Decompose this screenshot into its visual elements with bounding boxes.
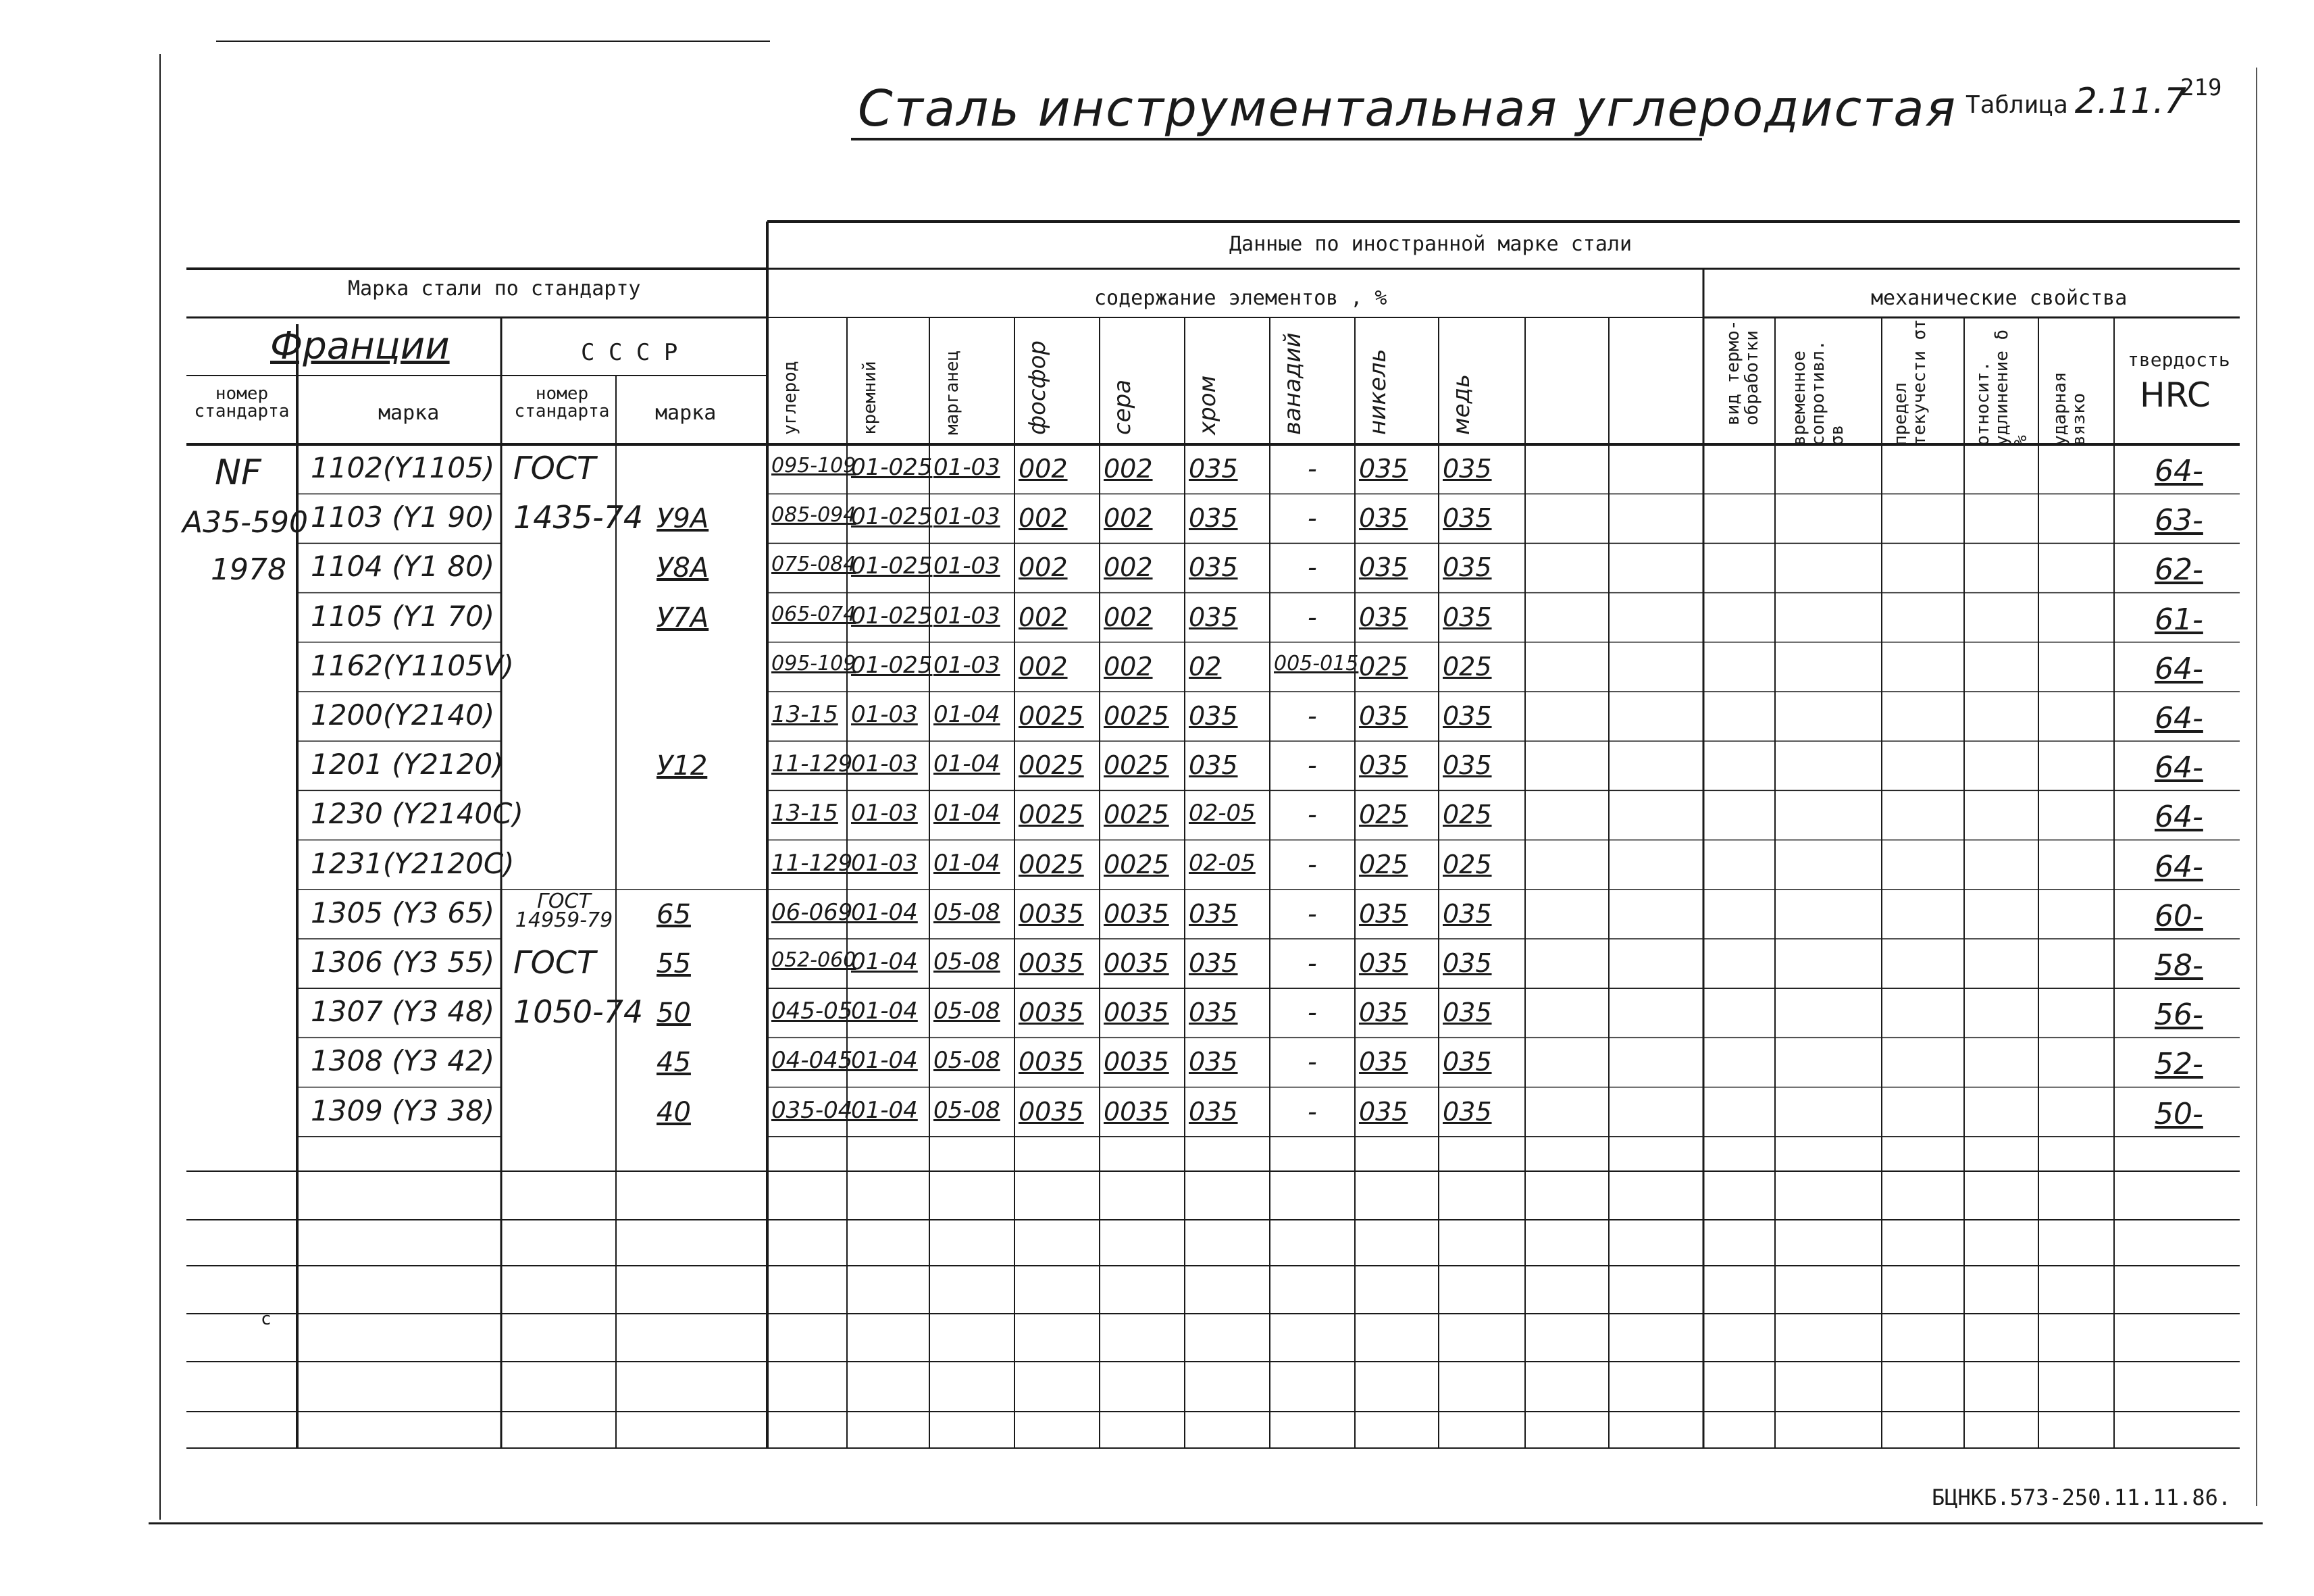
cell-carbon: 035-04 (771, 1096, 853, 1124)
cell-france-grade: 1201 (Y2120) (311, 748, 504, 781)
cell-nickel: 035 (1359, 898, 1408, 929)
cell-sulfur: 0025 (1104, 849, 1169, 879)
cell-phosphorus: 002 (1019, 651, 1068, 681)
cell-hardness: 64- (2155, 849, 2203, 884)
cell-ussr-grade: У7А (657, 602, 709, 634)
cell-france-grade: 1102(Y1105) (311, 451, 495, 484)
header-element-content: содержание элементов , % (1094, 286, 1387, 310)
element-header: углерод (780, 361, 800, 435)
cell-sulfur: 002 (1104, 454, 1153, 484)
stray-mark: c (261, 1309, 272, 1329)
ussr-standard: ГОСТ (513, 450, 596, 486)
cell-carbon: 045-05 (771, 998, 853, 1025)
cell-manganese: 01-03 (933, 651, 1000, 679)
cell-silicon: 01-025 (851, 503, 933, 531)
cell-ussr-grade: 40 (657, 1096, 691, 1128)
cell-carbon: 13-15 (771, 701, 838, 728)
cell-chromium: 035 (1189, 1047, 1238, 1077)
cell-hardness: 63- (2155, 503, 2203, 538)
cell-silicon: 01-03 (851, 849, 918, 877)
header-ussr-std-number: номер стандарта (514, 384, 610, 421)
cell-nickel: 035 (1359, 454, 1408, 484)
cell-copper: 035 (1443, 948, 1492, 978)
cell-phosphorus: 002 (1019, 503, 1068, 534)
cell-sulfur: 002 (1104, 651, 1153, 681)
cell-chromium: 035 (1189, 948, 1238, 978)
cell-france-grade: 1103 (Y1 90) (311, 500, 495, 534)
cell-silicon: 01-04 (851, 898, 918, 926)
cell-silicon: 01-025 (851, 651, 933, 679)
cell-silicon: 01-03 (851, 800, 918, 827)
cell-phosphorus: 0035 (1019, 998, 1084, 1028)
cell-manganese: 01-03 (933, 454, 1000, 481)
cell-manganese: 05-08 (933, 1096, 1000, 1124)
cell-silicon: 01-025 (851, 454, 933, 481)
cell-silicon: 01-04 (851, 948, 918, 975)
cell-copper: 035 (1443, 1047, 1492, 1077)
cell-nickel: 035 (1359, 552, 1408, 583)
cell-france-grade: 1305 (Y3 65) (311, 896, 495, 929)
cell-silicon: 01-04 (851, 1047, 918, 1075)
cell-copper: 025 (1443, 800, 1492, 830)
cell-chromium: 035 (1189, 602, 1238, 632)
cell-chromium: 02 (1189, 651, 1222, 681)
cell-manganese: 01-03 (933, 503, 1000, 531)
cell-nickel: 025 (1359, 800, 1408, 830)
cell-france-grade: 1231(Y2120C) (311, 846, 515, 880)
cell-phosphorus: 0025 (1019, 849, 1084, 879)
cell-carbon: 065-074 (771, 602, 856, 626)
cell-nickel: 025 (1359, 651, 1408, 681)
ussr-standard: ГОСТ (513, 944, 596, 981)
cell-sulfur: 0035 (1104, 1047, 1169, 1077)
cell-phosphorus: 0025 (1019, 701, 1084, 731)
header-france: Франции (270, 324, 450, 368)
cell-silicon: 01-025 (851, 552, 933, 580)
cell-sulfur: 0035 (1104, 998, 1169, 1028)
header-steel-grade: Марка стали по стандарту (348, 277, 641, 301)
cell-copper: 025 (1443, 651, 1492, 681)
cell-vanadium: - (1308, 602, 1317, 632)
cell-hardness: 64- (2155, 701, 2203, 736)
cell-sulfur: 002 (1104, 552, 1153, 583)
cell-vanadium: - (1308, 849, 1317, 879)
header-hardness: твердость (2128, 349, 2230, 371)
cell-manganese: 01-04 (933, 849, 1000, 877)
cell-hardness: 64- (2155, 454, 2203, 488)
header-foreign-data: Данные по иностранной марке стали (1229, 232, 1632, 256)
header-tensile: временное сопротивл. σв (1789, 340, 1847, 446)
cell-carbon: 11-129 (771, 849, 853, 877)
cell-manganese: 01-04 (933, 800, 1000, 827)
cell-nickel: 035 (1359, 998, 1408, 1028)
cell-carbon: 095-109 (771, 651, 856, 675)
table-label: Таблица (1965, 91, 2068, 119)
cell-copper: 035 (1443, 998, 1492, 1028)
cell-sulfur: 0035 (1104, 948, 1169, 978)
page-number: 219 (2180, 74, 2222, 101)
cell-sulfur: 0035 (1104, 898, 1169, 929)
cell-copper: 035 (1443, 1096, 1492, 1127)
cell-hardness: 58- (2155, 948, 2203, 983)
cell-ussr-grade: 45 (657, 1047, 691, 1079)
cell-phosphorus: 002 (1019, 552, 1068, 583)
cell-ussr-grade: У9А (657, 503, 709, 535)
cell-copper: 035 (1443, 503, 1492, 534)
france-standard-3: 1978 (211, 552, 286, 587)
cell-chromium: 035 (1189, 503, 1238, 534)
header-heat-treatment: вид термо- обработки (1723, 319, 1762, 426)
cell-carbon: 11-129 (771, 750, 853, 778)
cell-chromium: 035 (1189, 1096, 1238, 1127)
cell-france-grade: 1200(Y2140) (311, 698, 495, 731)
cell-chromium: 035 (1189, 701, 1238, 731)
footer-code: БЦНКБ.573-250.11.11.86. (1932, 1485, 2232, 1510)
page-title: Сталь инструментальная углеродистая (858, 80, 1957, 138)
cell-chromium: 035 (1189, 750, 1238, 781)
cell-vanadium: - (1308, 750, 1317, 781)
cell-ussr-grade: 50 (657, 998, 691, 1029)
cell-copper: 035 (1443, 552, 1492, 583)
cell-chromium: 035 (1189, 454, 1238, 484)
cell-sulfur: 0025 (1104, 701, 1169, 731)
cell-manganese: 05-08 (933, 1047, 1000, 1075)
cell-nickel: 035 (1359, 948, 1408, 978)
france-standard-2: A35-590 (182, 505, 308, 540)
cell-nickel: 035 (1359, 1096, 1408, 1127)
cell-ussr-grade: У12 (657, 750, 708, 782)
element-header: фосфор (1024, 340, 1051, 435)
cell-vanadium: - (1308, 898, 1317, 929)
cell-phosphorus: 0035 (1019, 948, 1084, 978)
header-impact: ударная вязко (2050, 371, 2089, 446)
cell-manganese: 01-03 (933, 552, 1000, 580)
cell-copper: 035 (1443, 454, 1492, 484)
cell-hardness: 52- (2155, 1047, 2203, 1082)
ussr-standard: 1050-74 (513, 994, 644, 1031)
element-header: ванадий (1279, 332, 1306, 435)
cell-ussr-grade: 65 (657, 898, 691, 930)
cell-france-grade: 1307 (Y3 48) (311, 995, 495, 1029)
ussr-standard: 1435-74 (513, 499, 644, 536)
cell-france-grade: 1104 (Y1 80) (311, 550, 495, 584)
element-header: хром (1194, 375, 1221, 435)
cell-france-grade: 1306 (Y3 55) (311, 946, 495, 979)
element-header: никель (1364, 349, 1391, 435)
cell-manganese: 01-04 (933, 701, 1000, 728)
cell-hardness: 60- (2155, 898, 2203, 933)
header-ussr-grade: марка (655, 401, 717, 425)
cell-phosphorus: 002 (1019, 602, 1068, 632)
cell-chromium: 035 (1189, 898, 1238, 929)
cell-sulfur: 0035 (1104, 1096, 1169, 1127)
cell-hardness: 64- (2155, 800, 2203, 835)
cell-ussr-grade: 55 (657, 948, 691, 979)
table-number-value: 2.11.7 (2074, 81, 2187, 122)
header-mechanical: механические свойства (1871, 286, 2128, 310)
cell-manganese: 05-08 (933, 948, 1000, 975)
cell-sulfur: 002 (1104, 503, 1153, 534)
cell-vanadium: - (1308, 1047, 1317, 1077)
element-header: кремний (860, 361, 880, 435)
cell-vanadium: - (1308, 800, 1317, 830)
cell-manganese: 01-03 (933, 602, 1000, 629)
cell-manganese: 01-04 (933, 750, 1000, 778)
cell-carbon: 04-045 (771, 1047, 853, 1075)
header-hardness-unit: HRC (2140, 376, 2211, 415)
cell-chromium: 02-05 (1189, 849, 1256, 877)
cell-chromium: 035 (1189, 998, 1238, 1028)
cell-carbon: 085-094 (771, 503, 856, 527)
cell-nickel: 035 (1359, 701, 1408, 731)
cell-hardness: 50- (2155, 1096, 2203, 1131)
cell-hardness: 64- (2155, 651, 2203, 686)
cell-copper: 025 (1443, 849, 1492, 879)
cell-nickel: 035 (1359, 503, 1408, 534)
cell-copper: 035 (1443, 701, 1492, 731)
cell-phosphorus: 0025 (1019, 750, 1084, 781)
cell-france-grade: 1230 (Y2140C) (311, 797, 523, 831)
cell-nickel: 035 (1359, 1047, 1408, 1077)
cell-carbon: 13-15 (771, 800, 838, 827)
element-header: сера (1109, 379, 1136, 435)
cell-nickel: 025 (1359, 849, 1408, 879)
cell-vanadium: - (1308, 701, 1317, 731)
cell-vanadium: 005-015 (1274, 651, 1359, 675)
cell-silicon: 01-03 (851, 750, 918, 778)
cell-chromium: 02-05 (1189, 800, 1256, 827)
cell-vanadium: - (1308, 998, 1317, 1028)
cell-ussr-grade: У8А (657, 552, 709, 584)
header-ussr: С С С Р (581, 339, 678, 366)
cell-vanadium: - (1308, 552, 1317, 583)
cell-vanadium: - (1308, 503, 1317, 534)
cell-silicon: 01-04 (851, 1096, 918, 1124)
cell-hardness: 62- (2155, 552, 2203, 588)
cell-vanadium: - (1308, 948, 1317, 978)
cell-sulfur: 0025 (1104, 800, 1169, 830)
cell-manganese: 05-08 (933, 898, 1000, 926)
cell-carbon: 095-109 (771, 454, 856, 478)
element-header: медь (1448, 374, 1475, 435)
cell-phosphorus: 0025 (1019, 800, 1084, 830)
cell-copper: 035 (1443, 898, 1492, 929)
cell-silicon: 01-03 (851, 701, 918, 728)
cell-france-grade: 1309 (Y3 38) (311, 1093, 495, 1127)
cell-france-grade: 1105 (Y1 70) (311, 599, 495, 633)
header-yield: предел текучести σт (1891, 319, 1930, 446)
cell-hardness: 56- (2155, 998, 2203, 1033)
cell-chromium: 035 (1189, 552, 1238, 583)
cell-france-grade: 1308 (Y3 42) (311, 1044, 495, 1078)
cell-phosphorus: 002 (1019, 454, 1068, 484)
cell-copper: 035 (1443, 602, 1492, 632)
cell-sulfur: 0025 (1104, 750, 1169, 781)
cell-phosphorus: 0035 (1019, 1047, 1084, 1077)
cell-phosphorus: 0035 (1019, 1096, 1084, 1127)
cell-carbon: 06-069 (771, 898, 853, 926)
cell-hardness: 61- (2155, 602, 2203, 637)
cell-nickel: 035 (1359, 750, 1408, 781)
cell-silicon: 01-025 (851, 602, 933, 629)
cell-france-grade: 1162(Y1105V) (311, 648, 514, 682)
france-standard-1: NF (215, 453, 261, 493)
cell-phosphorus: 0035 (1019, 898, 1084, 929)
header-elongation: относит. удлинение δ % (1973, 329, 2031, 446)
cell-carbon: 052-060 (771, 948, 856, 972)
cell-vanadium: - (1308, 454, 1317, 484)
cell-carbon: 075-084 (771, 552, 856, 577)
cell-copper: 035 (1443, 750, 1492, 781)
ussr-standard: ГОСТ 14959-79 (515, 889, 613, 932)
cell-nickel: 035 (1359, 602, 1408, 632)
header-std-number: номер стандарта (194, 384, 290, 421)
cell-silicon: 01-04 (851, 998, 918, 1025)
cell-vanadium: - (1308, 1096, 1317, 1127)
header-grade: марка (378, 401, 440, 425)
element-header: марганец (942, 350, 962, 435)
cell-hardness: 64- (2155, 750, 2203, 786)
cell-manganese: 05-08 (933, 998, 1000, 1025)
cell-sulfur: 002 (1104, 602, 1153, 632)
